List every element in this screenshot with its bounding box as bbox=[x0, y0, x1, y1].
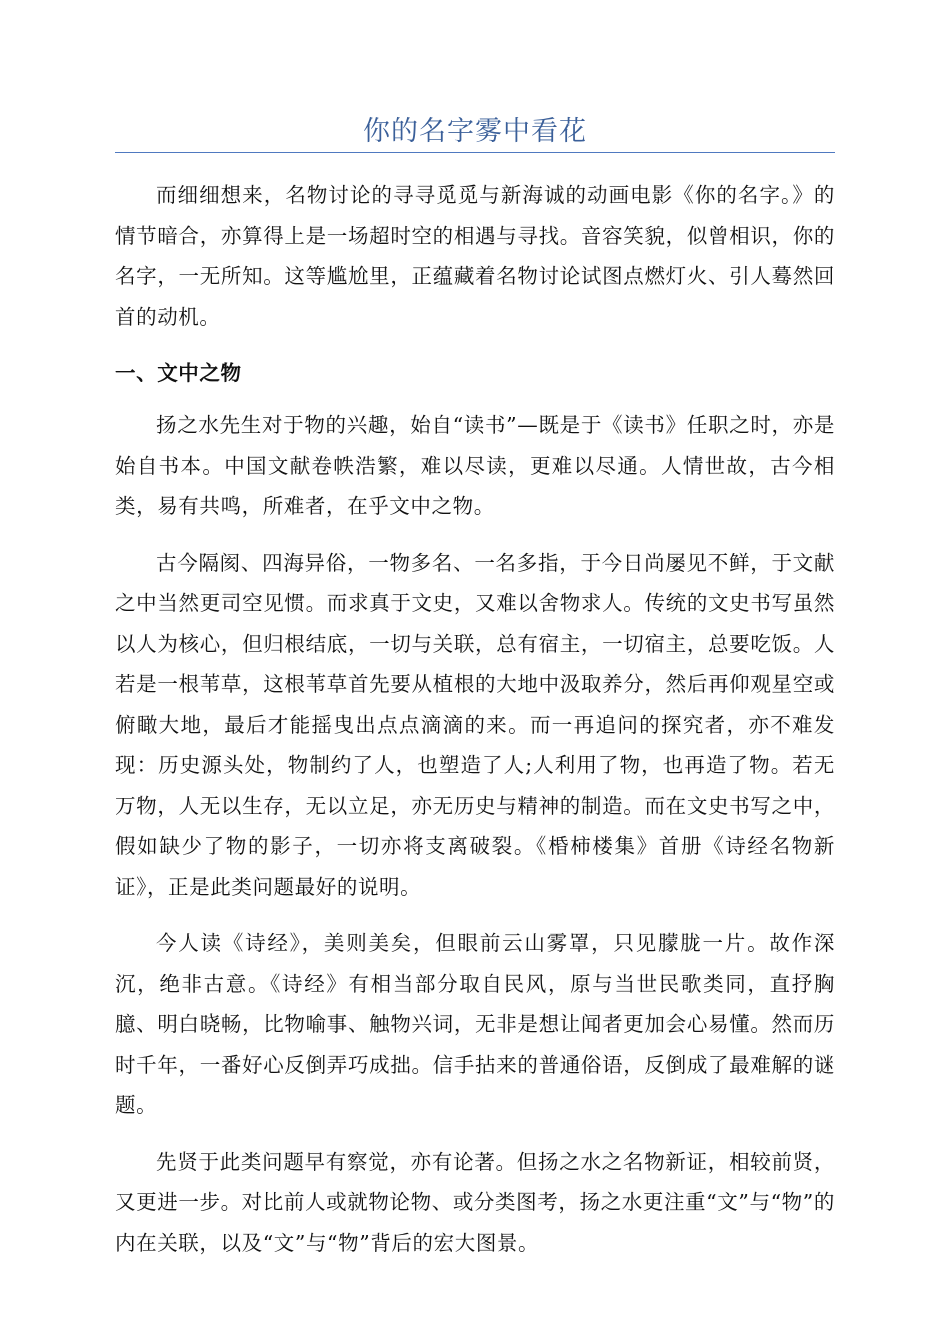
intro-paragraph: 而细细想来，名物讨论的寻寻觅觅与新海诚的动画电影《你的名字。》的情节暗合，亦算得上是一场超时空的相遇与寻找。音容笑貌，似曾相识，你的名字，一无所知。这等尴尬里，正蕴藏着名物讨论试图点燃灯火、引人蓦然回首的动机。 bbox=[115, 183, 835, 329]
body-paragraph-1: 扬之水先生对于物的兴趣，始自“读书”—既是于《读书》任职之时，亦是始自书本。中国文献卷帙浩繁，难以尽读，更难以尽通。人情世故，古今相类，易有共鸣，所难者，在乎文中之物。 bbox=[115, 413, 835, 518]
document-title: 你的名字雾中看花 bbox=[363, 116, 587, 147]
body-paragraph-4: 先贤于此类问题早有察觉，亦有论著。但扬之水之名物新证，相较前贤，又更进一步。对比前人或就物论物、或分类图考，扬之水更注重“文”与“物”的内在关联，以及“文”与“物”背后的宏大图景。 bbox=[115, 1149, 835, 1255]
title-underline bbox=[115, 152, 835, 153]
document-page bbox=[115, 112, 835, 1279]
section-heading: 一、文中之物 bbox=[115, 361, 242, 385]
body-paragraph-3: 今人读《诗经》，美则美矣，但眼前云山雾罩，只见朦胧一片。故作深沉，绝非古意。《诗经》有相当部分取自民风，原与当世民歌类同，直抒胸臆、明白晓畅，比物喻事、触物兴词，无非是想让闻者更加会心易懂。然而历时千年，一番好心反倒弄巧成拙。信手拈来的普通俗语，反倒成了最难解的谜题。 bbox=[115, 931, 835, 1117]
body-paragraph-2: 古今隔阂、四海异俗，一物多名、一名多指，于今日尚屡见不鲜，于文献之中当然更司空见惯。而求真于文史，又难以舍物求人。传统的文史书写虽然以人为核心，但归根结底，一切与关联，总有宿主，一切宿主，总要吃饭。人若是一根苇草，这根苇草首先要从植根的大地中汲取养分，然后再仰观星空或俯瞰大地，最后才能摇曳出点点滴滴的来。而一再追问的探究者，亦不难发现：历史源头处，物制约了人，也塑造了人;人利用了物，也再造了物。若无万物，人无以生存，无以立足，亦无历史与精神的制造。而在文史书写之中，假如缺少了物的影子，一切亦将支离破裂。《棔柿楼集》首册《诗经名物新证》，正是此类问题最好的说明。 bbox=[115, 550, 835, 899]
